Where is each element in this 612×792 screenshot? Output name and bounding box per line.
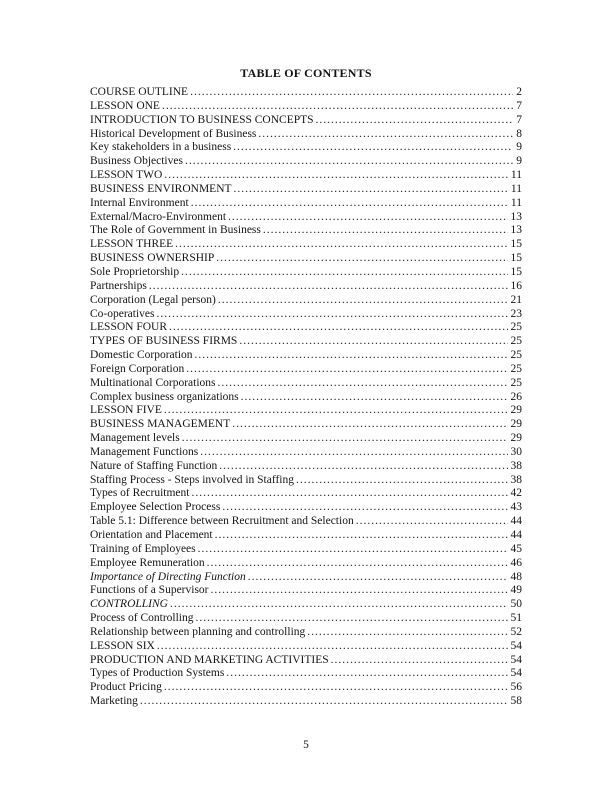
dot-leader (196, 612, 508, 626)
toc-page-number: 49 (510, 584, 522, 597)
toc-page-number: 11 (510, 182, 522, 195)
toc-entry (90, 252, 522, 266)
toc-page-number: 46 (510, 556, 522, 569)
toc-entry-label: Marketing (90, 695, 138, 708)
toc-entry (90, 280, 522, 294)
toc-page-number: 11 (510, 196, 522, 209)
dot-leader (164, 169, 508, 183)
dot-leader (232, 418, 507, 432)
dot-leader (307, 626, 507, 640)
dot-leader (175, 238, 507, 252)
toc-page-number: 13 (510, 210, 522, 223)
toc-entry (90, 335, 522, 349)
toc-entry (90, 571, 522, 585)
toc-entry (90, 169, 522, 183)
toc-page-number: 9 (516, 155, 522, 168)
toc-entry-label: COURSE OUTLINE (90, 86, 189, 98)
toc-entry (90, 197, 522, 211)
toc-entry (90, 114, 522, 128)
toc-entry-label: Nature of Staffing Function (90, 459, 218, 472)
dot-leader (233, 141, 513, 155)
toc-page-number: 29 (510, 432, 522, 445)
toc-entry-label: LESSON ONE (90, 99, 160, 112)
toc-entry (90, 432, 522, 446)
dot-leader (190, 86, 513, 100)
dot-leader (186, 363, 507, 377)
dot-leader (191, 197, 508, 211)
toc-entry-label: Internal Environment (90, 196, 189, 209)
toc-page-number: 54 (510, 639, 522, 652)
dot-leader (170, 598, 508, 612)
toc-entry (90, 183, 522, 197)
toc-entry-label: Multinational Corporations (90, 376, 216, 389)
toc-entry-label: LESSON THREE (90, 238, 174, 251)
toc-entry-label: INTRODUCTION TO BUSINESS CONCEPTS (90, 113, 314, 126)
toc-entry (90, 612, 522, 626)
toc-page-number: 7 (516, 99, 522, 112)
toc-entry-label: LESSON FOUR (90, 321, 168, 334)
dot-leader (157, 640, 508, 654)
toc-entry (90, 460, 522, 474)
toc-page-number: 25 (510, 349, 522, 362)
toc-entry-label: Historical Development of Business (90, 127, 257, 140)
toc-entry-label: Co-operatives (90, 307, 155, 320)
toc-entry (90, 667, 522, 681)
toc-entry-label: Business Objectives (90, 155, 183, 168)
toc-entry (90, 294, 522, 308)
toc-entry-label: Product Pricing (90, 681, 162, 694)
dot-leader (149, 280, 508, 294)
toc-entry-label: BUSINESS ENVIRONMENT (90, 182, 232, 195)
dot-leader (140, 695, 508, 709)
toc-entry-label: Orientation and Placement (90, 529, 213, 541)
toc-page-number: 25 (510, 362, 522, 375)
dot-leader (219, 460, 507, 474)
toc-entry-label: Table 5.1: Difference between Recruitment and Selection (90, 515, 354, 528)
toc-entry-label: LESSON FIVE (90, 404, 162, 417)
dot-leader (182, 432, 508, 446)
toc-page-number: 2 (516, 86, 522, 98)
toc-entry-label: Functions of a Supervisor (90, 584, 209, 597)
toc-entry (90, 640, 522, 654)
toc-entry (90, 308, 522, 322)
toc-entry-label: LESSON SIX (90, 639, 155, 652)
dot-leader (296, 474, 507, 488)
toc-page-number: 38 (510, 459, 522, 472)
toc-page-number: 23 (510, 307, 522, 320)
dot-leader (218, 377, 508, 391)
footer-page-number: 5 (303, 739, 309, 751)
toc-entry (90, 501, 522, 515)
toc-page-number: 43 (510, 501, 522, 514)
toc-entry (90, 598, 522, 612)
toc-entry (90, 626, 522, 640)
toc-entry (90, 155, 522, 169)
toc-page-number: 50 (510, 598, 522, 611)
dot-leader (162, 100, 513, 114)
toc-entry (90, 515, 522, 529)
toc-page-number: 15 (510, 238, 522, 251)
toc-page-number: 16 (510, 279, 522, 292)
toc-entry (90, 391, 522, 405)
toc-entry-label: Foreign Corporation (90, 362, 185, 375)
dot-leader (164, 404, 508, 418)
toc-page-number: 15 (510, 265, 522, 278)
toc-page-number: 25 (510, 376, 522, 389)
dot-leader (218, 294, 508, 308)
toc-entry-label: Domestic Corporation (90, 349, 193, 362)
toc-page-number: 54 (510, 667, 522, 680)
page-title: TABLE OF CONTENTS (240, 66, 372, 80)
toc-entry (90, 404, 522, 418)
dot-leader (226, 667, 507, 681)
toc-page-number: 15 (510, 252, 522, 265)
toc-entry (90, 446, 522, 460)
toc-page-number: 29 (510, 418, 522, 431)
toc-page-number: 30 (510, 445, 522, 458)
toc-page-number: 25 (510, 335, 522, 348)
toc-entry (90, 141, 522, 155)
toc-page-number: 54 (510, 653, 522, 666)
toc-entry (90, 363, 522, 377)
dot-leader (207, 557, 508, 571)
dot-leader (216, 252, 507, 266)
toc-entry-label: Employee Remuneration (90, 556, 205, 569)
dot-leader (195, 349, 508, 363)
toc-page-number: 48 (510, 570, 522, 583)
dot-leader (228, 211, 507, 225)
dot-leader (211, 584, 508, 598)
toc-page-number: 26 (510, 390, 522, 403)
dot-leader (331, 654, 508, 668)
toc-entry (90, 100, 522, 114)
toc-content (90, 66, 522, 709)
dot-leader (222, 501, 507, 515)
dot-leader (157, 308, 508, 322)
toc-page-number: 51 (510, 612, 522, 625)
toc-entry-label: Relationship between planning and controlling (90, 625, 306, 638)
dot-leader (181, 266, 507, 280)
toc-entry (90, 238, 522, 252)
toc-entry (90, 557, 522, 571)
toc-entry-label: Employee Selection Process (90, 501, 221, 514)
toc-entry-label: Sole Proprietorship (90, 265, 180, 278)
toc-page-number: 56 (510, 681, 522, 694)
toc-entry (90, 474, 522, 488)
dot-leader (239, 335, 507, 349)
toc-page-number: 9 (516, 141, 522, 154)
toc-page-number: 21 (510, 293, 522, 306)
toc-page-number: 25 (510, 321, 522, 334)
toc-entry (90, 695, 522, 709)
dot-leader (215, 529, 508, 543)
toc-entry-label: Types of Recruitment (90, 487, 190, 500)
toc-entry (90, 128, 522, 142)
toc-entry-label: Management levels (90, 432, 180, 445)
toc-entry-label: Key stakeholders in a business (90, 141, 232, 154)
toc-entry (90, 487, 522, 501)
toc-entry-label: Staffing Process - Steps involved in Staffing (90, 473, 295, 486)
dot-leader (169, 321, 507, 335)
dot-leader (356, 515, 508, 529)
toc-page-number: 38 (510, 473, 522, 486)
dot-leader (191, 487, 507, 501)
dot-leader (200, 446, 507, 460)
toc-entry (90, 349, 522, 363)
toc-page-number: 58 (510, 695, 522, 708)
toc-entry-label: CONTROLLING (90, 598, 168, 611)
toc-page-number: 45 (510, 542, 522, 555)
toc-page-number: 7 (516, 113, 522, 126)
dot-leader (248, 571, 508, 585)
dot-leader (316, 114, 514, 128)
toc-page-number: 44 (510, 529, 522, 541)
toc-entry-label: Management Functions (90, 445, 199, 458)
toc-page-number: 13 (510, 224, 522, 237)
toc-entry (90, 377, 522, 391)
toc-entry-label: Training of Employees (90, 542, 196, 555)
toc-entry-label: PRODUCTION AND MARKETING ACTIVITIES (90, 653, 329, 666)
toc-entry-label: Types of Production Systems (90, 667, 225, 680)
toc-page-number: 52 (510, 625, 522, 638)
toc-entry (90, 418, 522, 432)
toc-entry (90, 681, 522, 695)
toc-entry (90, 584, 522, 598)
dot-leader (263, 224, 508, 238)
dot-leader (234, 183, 508, 197)
toc-list (90, 86, 522, 709)
toc-entry (90, 321, 522, 335)
toc-entry-label: Importance of Directing Function (90, 570, 246, 583)
dot-leader (258, 128, 513, 142)
toc-entry (90, 224, 522, 238)
toc-entry-label: External/Macro-Environment (90, 210, 227, 223)
toc-entry-label: Corporation (Legal person) (90, 293, 216, 306)
toc-entry (90, 211, 522, 225)
toc-entry-label: Complex business organizations (90, 390, 239, 403)
toc-entry-label: BUSINESS MANAGEMENT (90, 418, 231, 431)
toc-page-number: 8 (516, 127, 522, 140)
toc-entry-label: Process of Controlling (90, 612, 194, 625)
toc-entry-label: TYPES OF BUSINESS FIRMS (90, 335, 238, 348)
toc-page-number: 29 (510, 404, 522, 417)
toc-entry (90, 86, 522, 100)
toc-entry (90, 654, 522, 668)
toc-entry (90, 529, 522, 543)
dot-leader (198, 543, 508, 557)
dot-leader (164, 681, 508, 695)
toc-entry-label: The Role of Government in Business (90, 224, 261, 237)
toc-page-number: 11 (510, 169, 522, 182)
toc-entry-label: LESSON TWO (90, 169, 163, 182)
toc-page-number: 44 (510, 515, 522, 528)
toc-entry-label: BUSINESS OWNERSHIP (90, 252, 215, 265)
toc-entry (90, 543, 522, 557)
toc-page-number: 42 (510, 487, 522, 500)
toc-entry-label: Partnerships (90, 279, 147, 292)
toc-entry (90, 266, 522, 280)
dot-leader (185, 155, 513, 169)
dot-leader (241, 391, 508, 405)
